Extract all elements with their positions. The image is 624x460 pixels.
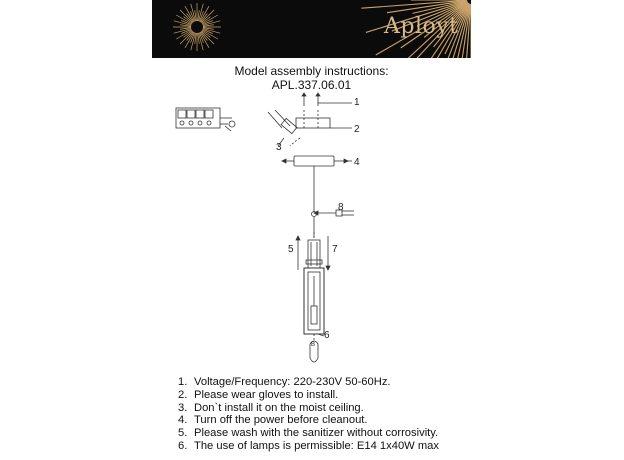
callout-4: 4 (354, 157, 360, 168)
callout-1: 1 (354, 97, 360, 108)
callout-2: 2 (354, 124, 360, 135)
terminal-block (176, 108, 235, 131)
callout-8: 8 (338, 202, 344, 213)
instructions-list (178, 376, 439, 453)
bulb-e14 (310, 334, 324, 362)
note-item: 6. The use of lamps is permissible: E14 1x40W max (178, 439, 439, 452)
brand-name: Aployt (384, 14, 459, 39)
model-number: APL.337.06.01 (271, 78, 352, 92)
callout-5: 5 (288, 244, 294, 255)
wire-connector (268, 110, 300, 146)
callout-7: 7 (332, 244, 338, 255)
note-item: 2. Please wear gloves to install. (178, 388, 339, 401)
note-item: 3. Don`t install it on the moist ceiling. (178, 401, 364, 414)
note-item: 1. Voltage/Frequency: 220-230V 50-60Hz. (178, 376, 391, 388)
ceiling-screws (302, 93, 352, 130)
canopy (282, 156, 352, 166)
glass-shade (304, 268, 324, 334)
lamp-holder (296, 232, 330, 270)
note-item: 4. Turn off the power before cleanout. (178, 414, 368, 427)
cable-lock (314, 210, 354, 216)
note-item: 5. Please wash with the sanitizer without corrosivity. (178, 427, 439, 440)
callout-3: 3 (276, 142, 282, 153)
suspension-cable (312, 166, 317, 238)
doc-title: Model assembly instructions: (234, 64, 389, 78)
callout-6: 6 (324, 330, 330, 341)
bulb-mark: B (311, 342, 316, 348)
